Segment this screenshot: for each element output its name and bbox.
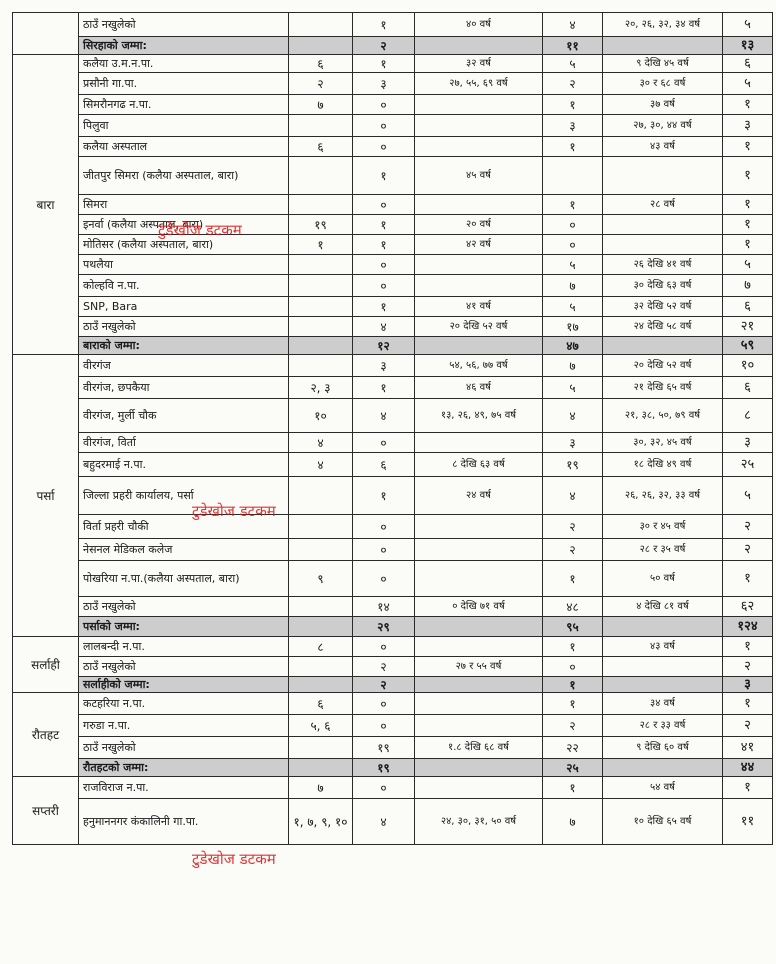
total-cell: ६२ [723,597,773,617]
total-cell: १ [723,137,773,157]
deaths-cell: १ [353,477,415,515]
recovered-cell: २ [543,515,603,539]
table-row [13,657,773,677]
place-cell: सिरहाको जम्मा: [79,37,289,55]
place-cell: पथलैया [79,255,289,275]
table-row [13,55,773,73]
district-total-row [13,677,773,693]
death-ages-cell [415,637,543,657]
ward-cell: २, ३ [289,377,353,399]
recovered-cell: ९५ [543,617,603,637]
recovered-cell: १९ [543,453,603,477]
deaths-cell: ० [353,777,415,799]
ward-cell [289,657,353,677]
place-cell: बाराको जम्मा: [79,337,289,355]
deaths-cell: ० [353,195,415,215]
death-ages-cell: १.८ देखि ६८ वर्ष [415,737,543,759]
place-cell: जिल्ला प्रहरी कार्यालय, पर्सा [79,477,289,515]
death-ages-cell: ५४, ५६, ७७ वर्ष [415,355,543,377]
recovered-ages-cell [603,235,723,255]
ward-cell: ९ [289,561,353,597]
district-name: सर्लाही [13,637,79,693]
covid-deaths-table [12,12,773,845]
district-name: बारा [13,55,79,355]
recovered-ages-cell [603,215,723,235]
recovered-cell: १ [543,777,603,799]
ward-cell: ५, ६ [289,715,353,737]
death-ages-cell [415,777,543,799]
death-ages-cell: ४१ वर्ष [415,297,543,317]
ward-cell: १० [289,399,353,433]
deaths-cell: ० [353,693,415,715]
total-cell: ६ [723,55,773,73]
recovered-ages-cell: ३० देखि ६३ वर्ष [603,275,723,297]
death-ages-cell [415,715,543,737]
recovered-cell: ५ [543,297,603,317]
death-ages-cell: २७, ५५, ६९ वर्ष [415,73,543,95]
ward-cell [289,13,353,37]
table-row [13,297,773,317]
ward-cell [289,677,353,693]
death-ages-cell [415,515,543,539]
table-row [13,137,773,157]
recovered-ages-cell: ३० र ४५ वर्ष [603,515,723,539]
total-cell: २ [723,539,773,561]
death-ages-cell: ८ देखि ६३ वर्ष [415,453,543,477]
death-ages-cell [415,693,543,715]
total-cell: २ [723,515,773,539]
district-name [13,13,79,55]
deaths-cell: ० [353,433,415,453]
deaths-cell: ० [353,637,415,657]
recovered-ages-cell [603,157,723,195]
ward-cell [289,515,353,539]
district-total-row [13,617,773,637]
recovered-cell: ० [543,235,603,255]
place-cell: ठाउँ नखुलेको [79,657,289,677]
place-cell: पर्साको जम्मा: [79,617,289,637]
recovered-cell: ७ [543,799,603,845]
recovered-cell: २५ [543,759,603,777]
table-row [13,115,773,137]
district-name: रौतहट [13,693,79,777]
deaths-cell: ० [353,561,415,597]
recovered-ages-cell: २४ देखि ५८ वर्ष [603,317,723,337]
deaths-cell: १ [353,297,415,317]
death-ages-cell [415,195,543,215]
total-cell: ५ [723,255,773,275]
table-row [13,433,773,453]
deaths-cell: ४ [353,399,415,433]
place-cell: सर्लाहीको जम्मा: [79,677,289,693]
recovered-ages-cell: २७, ३०, ४४ वर्ष [603,115,723,137]
recovered-ages-cell: २६ देखि ४१ वर्ष [603,255,723,275]
death-ages-cell: २४, ३०, ३१, ५० वर्ष [415,799,543,845]
recovered-cell: ५ [543,377,603,399]
ward-cell [289,297,353,317]
place-cell: जीतपुर सिमरा (कलैया अस्पताल, बारा) [79,157,289,195]
recovered-ages-cell: ३२ देखि ५२ वर्ष [603,297,723,317]
recovered-ages-cell [603,759,723,777]
ward-cell [289,477,353,515]
place-cell: ठाउँ नखुलेको [79,317,289,337]
recovered-cell: १ [543,137,603,157]
total-cell: ६ [723,297,773,317]
deaths-cell: १ [353,215,415,235]
deaths-cell: १ [353,55,415,73]
deaths-cell: ० [353,137,415,157]
death-ages-cell: ४२ वर्ष [415,235,543,255]
recovered-ages-cell: १० देखि ६५ वर्ष [603,799,723,845]
recovered-ages-cell [603,657,723,677]
table-row [13,73,773,95]
place-cell: विर्ता प्रहरी चौकी [79,515,289,539]
recovered-ages-cell: २१, ३८, ५०, ७९ वर्ष [603,399,723,433]
place-cell: वीरगंज, छपकैया [79,377,289,399]
table-row [13,777,773,799]
place-cell: वीरगंज, विर्ता [79,433,289,453]
recovered-cell: ५ [543,55,603,73]
watermark-text: टुडेखोज डटकम [192,502,276,520]
ward-cell [289,539,353,561]
recovered-ages-cell: ३७ वर्ष [603,95,723,115]
place-cell: मोतिसर (कलैया अस्पताल, बारा) [79,235,289,255]
ward-cell [289,355,353,377]
recovered-ages-cell: ३०, ३२, ४५ वर्ष [603,433,723,453]
total-cell: १ [723,195,773,215]
ward-cell: १९ [289,215,353,235]
recovered-cell: १ [543,95,603,115]
total-cell: ५ [723,73,773,95]
death-ages-cell: २० वर्ष [415,215,543,235]
table-row [13,561,773,597]
recovered-cell: ४ [543,477,603,515]
place-cell: ठाउँ नखुलेको [79,597,289,617]
place-cell: राजविराज न.पा. [79,777,289,799]
table-row [13,715,773,737]
table-row [13,453,773,477]
recovered-cell: १ [543,195,603,215]
recovered-cell: ७ [543,355,603,377]
deaths-cell: १९ [353,759,415,777]
total-cell: १ [723,95,773,115]
total-cell: १ [723,215,773,235]
death-ages-cell: ० देखि ७१ वर्ष [415,597,543,617]
place-cell: कलैया उ.म.न.पा. [79,55,289,73]
death-ages-cell: २० देखि ५२ वर्ष [415,317,543,337]
deaths-cell: ३ [353,355,415,377]
total-cell: २ [723,657,773,677]
watermark-text: टुडेखोज डटकम [158,221,242,239]
deaths-cell: ० [353,255,415,275]
ward-cell [289,759,353,777]
ward-cell [289,195,353,215]
table-row [13,235,773,255]
total-cell: ५ [723,477,773,515]
ward-cell: ७ [289,777,353,799]
place-cell: प्रसौनी गा.पा. [79,73,289,95]
recovered-ages-cell: २० देखि ५२ वर्ष [603,355,723,377]
ward-cell [289,255,353,275]
ward-cell [289,37,353,55]
recovered-ages-cell: ९ देखि ६० वर्ष [603,737,723,759]
recovered-ages-cell: २१ देखि ६५ वर्ष [603,377,723,399]
recovered-cell: १ [543,693,603,715]
total-cell: १ [723,693,773,715]
deaths-cell: २९ [353,617,415,637]
death-ages-cell [415,255,543,275]
recovered-ages-cell: ५० वर्ष [603,561,723,597]
district-total-row [13,759,773,777]
total-cell: ५ [723,13,773,37]
ward-cell: २ [289,73,353,95]
death-ages-cell: १३, २६, ४९, ७५ वर्ष [415,399,543,433]
table-row [13,195,773,215]
district-total-row [13,337,773,355]
table-row [13,13,773,37]
total-cell: ३ [723,115,773,137]
total-cell: २१ [723,317,773,337]
recovered-ages-cell: ३४ वर्ष [603,693,723,715]
recovered-ages-cell: ९ देखि ४५ वर्ष [603,55,723,73]
table-row [13,317,773,337]
recovered-cell: १ [543,561,603,597]
ward-cell: ६ [289,137,353,157]
deaths-cell: ० [353,539,415,561]
table-row [13,355,773,377]
total-cell: ११ [723,799,773,845]
total-cell: २ [723,715,773,737]
recovered-ages-cell: ३० र ६८ वर्ष [603,73,723,95]
place-cell: पोखरिया न.पा.(कलैया अस्पताल, बारा) [79,561,289,597]
total-cell: १२४ [723,617,773,637]
ward-cell: १ [289,235,353,255]
recovered-cell: २ [543,715,603,737]
place-cell: ठाउँ नखुलेको [79,13,289,37]
ward-cell: ४ [289,433,353,453]
total-cell: ४१ [723,737,773,759]
table-row [13,275,773,297]
recovered-ages-cell [603,677,723,693]
place-cell: SNP, Bara [79,297,289,317]
table-row [13,515,773,539]
table-row [13,693,773,715]
deaths-cell: १ [353,235,415,255]
death-ages-cell: ४५ वर्ष [415,157,543,195]
deaths-cell: १ [353,377,415,399]
table-row [13,95,773,115]
table-row [13,539,773,561]
recovered-ages-cell: १८ देखि ४९ वर्ष [603,453,723,477]
ward-cell: ६ [289,55,353,73]
death-ages-cell [415,115,543,137]
recovered-cell: २ [543,539,603,561]
total-cell: ८ [723,399,773,433]
recovered-ages-cell: ५४ वर्ष [603,777,723,799]
recovered-cell: ५ [543,255,603,275]
death-ages-cell [415,759,543,777]
deaths-cell: ० [353,515,415,539]
deaths-cell: १ [353,13,415,37]
deaths-cell: ० [353,115,415,137]
recovered-ages-cell: ४३ वर्ष [603,137,723,157]
deaths-cell: १९ [353,737,415,759]
table-row [13,157,773,195]
place-cell: सिमरा [79,195,289,215]
deaths-cell: १४ [353,597,415,617]
death-ages-cell [415,433,543,453]
table-row [13,737,773,759]
recovered-cell [543,157,603,195]
deaths-cell: ० [353,95,415,115]
ward-cell [289,275,353,297]
death-ages-cell [415,275,543,297]
recovered-cell: ० [543,657,603,677]
deaths-cell: १२ [353,337,415,355]
recovered-ages-cell: २०, २६, ३२, ३४ वर्ष [603,13,723,37]
deaths-cell: ६ [353,453,415,477]
ward-cell [289,157,353,195]
ward-cell: ८ [289,637,353,657]
district-name: पर्सा [13,355,79,637]
ward-cell [289,337,353,355]
death-ages-cell [415,137,543,157]
total-cell: ३ [723,433,773,453]
place-cell: बहुदरमाई न.पा. [79,453,289,477]
place-cell: वीरगंज, मुर्ली चौक [79,399,289,433]
death-ages-cell: ४० वर्ष [415,13,543,37]
place-cell: कोल्हवि न.पा. [79,275,289,297]
recovered-cell: २ [543,73,603,95]
death-ages-cell [415,561,543,597]
deaths-cell: २ [353,657,415,677]
death-ages-cell: २४ वर्ष [415,477,543,515]
recovered-cell: १७ [543,317,603,337]
total-cell: ७ [723,275,773,297]
recovered-cell: ११ [543,37,603,55]
deaths-cell: ० [353,275,415,297]
death-ages-cell [415,95,543,115]
recovered-cell: ४ [543,399,603,433]
ward-cell: ७ [289,95,353,115]
place-cell: नेसनल मेडिकल कलेज [79,539,289,561]
recovered-ages-cell: २८ र ३५ वर्ष [603,539,723,561]
deaths-cell: २ [353,37,415,55]
place-cell: हनुमाननगर कंकालिनी गा.पा. [79,799,289,845]
total-cell: १ [723,777,773,799]
total-cell: १ [723,637,773,657]
recovered-cell: १ [543,677,603,693]
ward-cell [289,597,353,617]
recovered-ages-cell: २८ र ३३ वर्ष [603,715,723,737]
place-cell: पिलुवा [79,115,289,137]
deaths-cell: ४ [353,799,415,845]
recovered-cell: ४७ [543,337,603,355]
recovered-cell: ७ [543,275,603,297]
district-total-row [13,37,773,55]
deaths-cell: ४ [353,317,415,337]
watermark-text: टुडेखोज डटकम [192,850,276,868]
place-cell: कटहरिया न.पा. [79,693,289,715]
recovered-cell: ० [543,215,603,235]
ward-cell [289,317,353,337]
ward-cell [289,737,353,759]
recovered-ages-cell: २६, २६, ३२, ३३ वर्ष [603,477,723,515]
table-row [13,255,773,275]
recovered-cell: ४८ [543,597,603,617]
deaths-cell: २ [353,677,415,693]
total-cell: १ [723,561,773,597]
death-ages-cell: ३२ वर्ष [415,55,543,73]
recovered-ages-cell: २८ वर्ष [603,195,723,215]
recovered-cell: ४ [543,13,603,37]
total-cell: ६ [723,377,773,399]
district-name: सप्तरी [13,777,79,845]
recovered-ages-cell [603,37,723,55]
place-cell: वीरगंज [79,355,289,377]
death-ages-cell [415,617,543,637]
recovered-ages-cell [603,337,723,355]
recovered-ages-cell: ४३ वर्ष [603,637,723,657]
total-cell: ५९ [723,337,773,355]
recovered-cell: ३ [543,115,603,137]
death-ages-cell: ४६ वर्ष [415,377,543,399]
total-cell: १० [723,355,773,377]
recovered-ages-cell [603,617,723,637]
place-cell: सिमरौनगढ न.पा. [79,95,289,115]
table-row [13,215,773,235]
place-cell: ठाउँ नखुलेको [79,737,289,759]
table-row [13,377,773,399]
place-cell: इनर्वा (कलैया अस्पताल, बारा) [79,215,289,235]
death-ages-cell: २७ र ५५ वर्ष [415,657,543,677]
place-cell: रौतहटको जम्मा: [79,759,289,777]
ward-cell: ४ [289,453,353,477]
total-cell: ३ [723,677,773,693]
table-row [13,597,773,617]
ward-cell: १, ७, ९, १० [289,799,353,845]
place-cell: कलैया अस्पताल [79,137,289,157]
total-cell: १३ [723,37,773,55]
deaths-cell: १ [353,157,415,195]
ward-cell: ६ [289,693,353,715]
place-cell: गरुडा न.पा. [79,715,289,737]
ward-cell [289,115,353,137]
recovered-ages-cell: ४ देखि ८१ वर्ष [603,597,723,617]
table-row [13,799,773,845]
deaths-cell: ० [353,715,415,737]
place-cell: लालबन्दी न.पा. [79,637,289,657]
total-cell: १ [723,157,773,195]
death-ages-cell [415,539,543,561]
recovered-cell: ३ [543,433,603,453]
death-ages-cell [415,337,543,355]
table-row [13,637,773,657]
recovered-cell: १ [543,637,603,657]
death-ages-cell [415,37,543,55]
deaths-cell: ३ [353,73,415,95]
total-cell: ४४ [723,759,773,777]
table-row [13,399,773,433]
death-ages-cell [415,677,543,693]
total-cell: १ [723,235,773,255]
recovered-cell: २२ [543,737,603,759]
total-cell: २५ [723,453,773,477]
table-row [13,477,773,515]
ward-cell [289,617,353,637]
